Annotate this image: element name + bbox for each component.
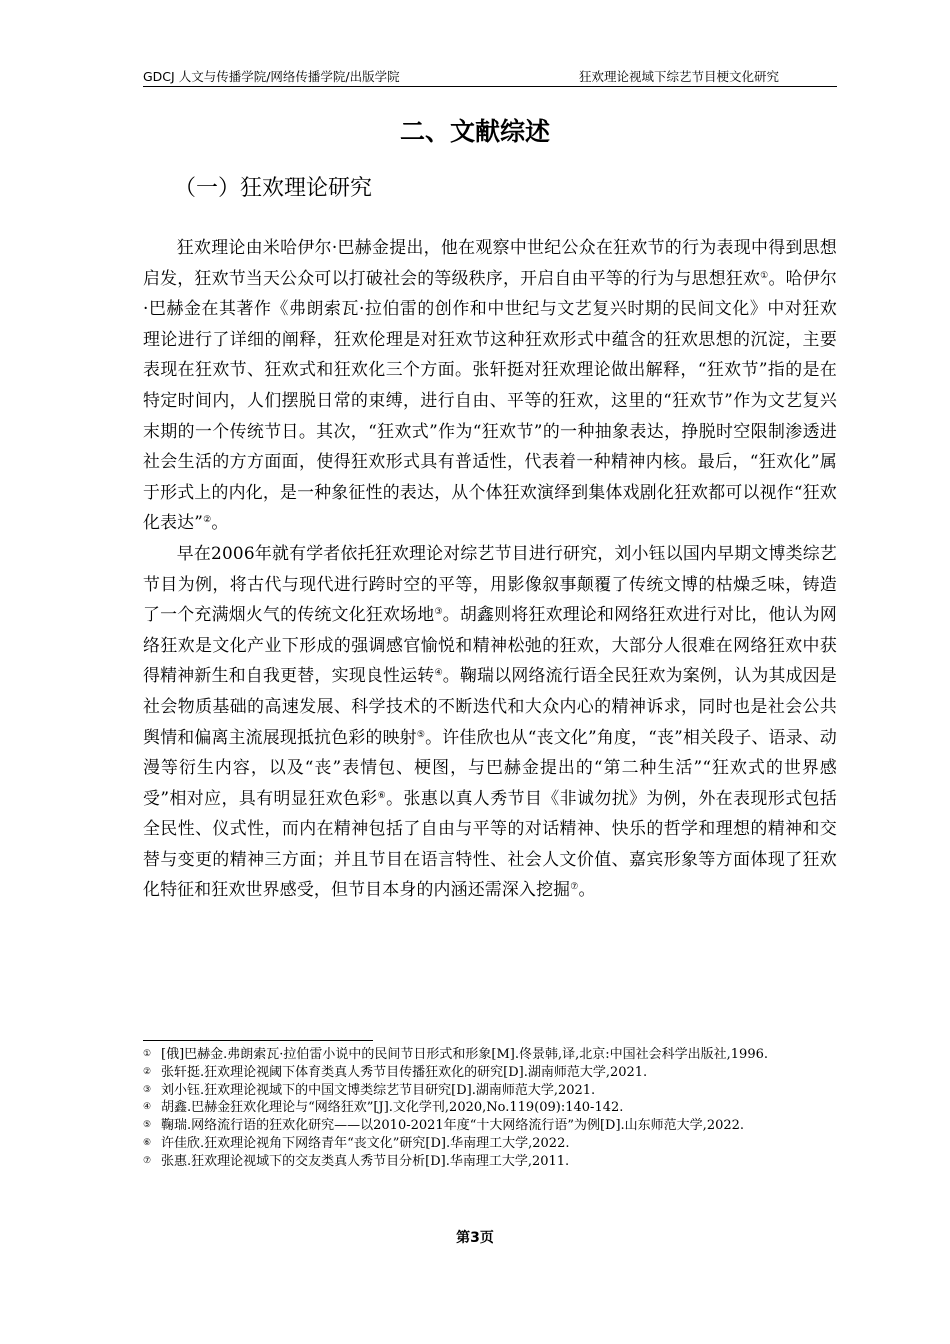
footnote-text: 张轩挺.狂欢理论视阈下体育类真人秀节目传播狂欢化的研究[D].湖南师范大学,2021.	[161, 1064, 648, 1080]
footnote-marker: ④	[434, 668, 443, 679]
paragraph-text: 。哈伊尔·巴赫金在其著作《弗朗索瓦·拉伯雷的创作和中世纪与文艺复兴时期的民间文化》中对狂欢理论进行了详细的阐释，狂欢伦理是对狂欢节这种狂欢形式中蕴含的狂欢思想的沉淀，主要表现在狂欢节、狂欢式和狂欢化三个方面。张轩挺对狂欢理论做出解释，“狂欢节”指的是在特定时间内，人们摆脱日常的束缚，进行自由、平等的狂欢，这里的“狂欢节”作为文艺复兴末期的一个传统节日。其次，“狂欢式”作为“狂欢节”的一种抽象表达，挣脱时空限制渗透进社会生活的方方面面，使得狂欢形式具有普适性，代表着一种精神内核。最后，“狂欢化”属于形式上的内化，是一种象征性的表达，从个体狂欢演绎到集体戏剧化狂欢都可以视作“狂欢化表达”	[143, 267, 837, 533]
chapter-title: 二、文献综述	[399, 117, 550, 146]
footnote-item	[143, 1064, 837, 1082]
header-thesis-title: 狂欢理论视域下综艺节目梗文化研究	[578, 69, 779, 84]
footnote-text: 胡鑫.巴赫金狂欢化理论与“网络狂欢”[J].文化学刊,2020,No.119(09):140-142.	[161, 1100, 624, 1116]
footnote-marker: ③	[434, 607, 443, 618]
footnotes	[143, 1046, 837, 1171]
section-title: （一）狂欢理论研究	[174, 176, 373, 201]
footnote-number: ④	[143, 1102, 152, 1113]
running-header	[143, 68, 837, 86]
footnote-text: 张惠.狂欢理论视域下的交友类真人秀节目分析[D].华南理工大学,2011.	[161, 1153, 570, 1169]
body-text	[143, 232, 837, 905]
header-institution: GDCJ 人文与传播学院/网络传播学院/出版学院	[143, 69, 400, 84]
footnote-text: [俄]巴赫金.弗朗索瓦·拉伯雷小说中的民间节日形式和形象[M].佟景韩,译,北京:中国社会科学出版社,1996.	[161, 1047, 768, 1062]
paragraph-text: 早在2006年就有学者依托狂欢理论对综艺节目进行研究，刘小钰以国内早期文博类综艺节目为例，将古代与现代进行跨时空的平等，用影像叙事颠覆了传统文博的枯燥乏味，铸造了一个充满烟火气的传统文化狂欢场地	[143, 542, 837, 625]
footnote-number: ①	[143, 1049, 152, 1059]
footnote-marker: ⑦	[570, 882, 579, 893]
paragraph-text: 。	[211, 512, 229, 533]
footnote-item	[143, 1046, 837, 1064]
footnote-number: ③	[143, 1084, 152, 1095]
footnote-item	[143, 1082, 837, 1100]
footnote-rule	[143, 1040, 373, 1041]
footnote-item	[143, 1153, 837, 1171]
paragraph-text: 。	[578, 879, 596, 900]
footnote-number: ⑦	[143, 1155, 152, 1166]
footnote-item	[143, 1099, 837, 1117]
footnote-number: ②	[143, 1066, 152, 1077]
footnote-marker: ⑤	[416, 729, 426, 740]
paragraph-text: 。许佳欣也从“丧文化”角度，“丧”相关段子、语录、动漫等衍生内容，以及“丧”表情包、梗图，与巴赫金提出的“第二种生活”“狂欢式的世界感受”相对应，具有明显狂欢色彩	[143, 726, 837, 808]
footnote-number: ⑤	[143, 1120, 152, 1131]
footnote-text: 刘小钰.狂欢理论视域下的中国文博类综艺节目研究[D].湖南师范大学,2021.	[161, 1082, 596, 1098]
footnote-text: 鞠瑞.网络流行语的狂欢化研究——以2010-2021年度“十大网络流行语”为例[D].山东师范大学,2022.	[161, 1118, 745, 1134]
footnote-item	[143, 1117, 837, 1135]
footnote-item	[143, 1135, 837, 1153]
footnote-number: ⑥	[143, 1137, 152, 1148]
body-paragraph	[143, 232, 837, 538]
paragraph-text: 。张惠以真人秀节目《非诚勿扰》为例，外在表现形式包括全民性、仪式性，而内在精神包括了自由与平等的对话精神、快乐的哲学和理想的精神和交替与变更的精神三方面；并且节目在语言特性、社会人文价值、嘉宾形象等方面体现了狂欢化特征和狂欢世界感受，但节目本身的内涵还需深入挖掘	[143, 787, 837, 900]
header-rule	[143, 86, 837, 87]
body-paragraph	[143, 538, 837, 905]
paragraph-text: 狂欢理论由米哈伊尔·巴赫金提出，他在观察中世纪公众在狂欢节的行为表现中得到思想启发，狂欢节当天公众可以打破社会的等级秩序，开启自由平等的行为与思想狂欢	[143, 237, 837, 288]
paragraph-text: 。鞠瑞以网络流行语全民狂欢为案例，认为其成因是社会物质基础的高速发展、科学技术的不断迭代和大众内心的精神诉求，同时也是社会公共舆情和偏离主流展现抵抗色彩的映射	[143, 665, 837, 747]
paragraph-text: 。胡鑫则将狂欢理论和网络狂欢进行对比，他认为网络狂欢是文化产业下形成的强调感官愉悦和精神松弛的狂欢，大部分人很难在网络狂欢中获得精神新生和自我更替，实现良性运转	[143, 604, 837, 686]
footnote-text: 许佳欣.狂欢理论视角下网络青年“丧文化”研究[D].华南理工大学,2022.	[161, 1135, 570, 1151]
page-number: 第3页	[456, 1230, 494, 1246]
footnote-marker: ①	[760, 270, 769, 281]
footnote-marker: ②	[203, 515, 212, 526]
footnote-marker: ⑥	[377, 790, 387, 801]
